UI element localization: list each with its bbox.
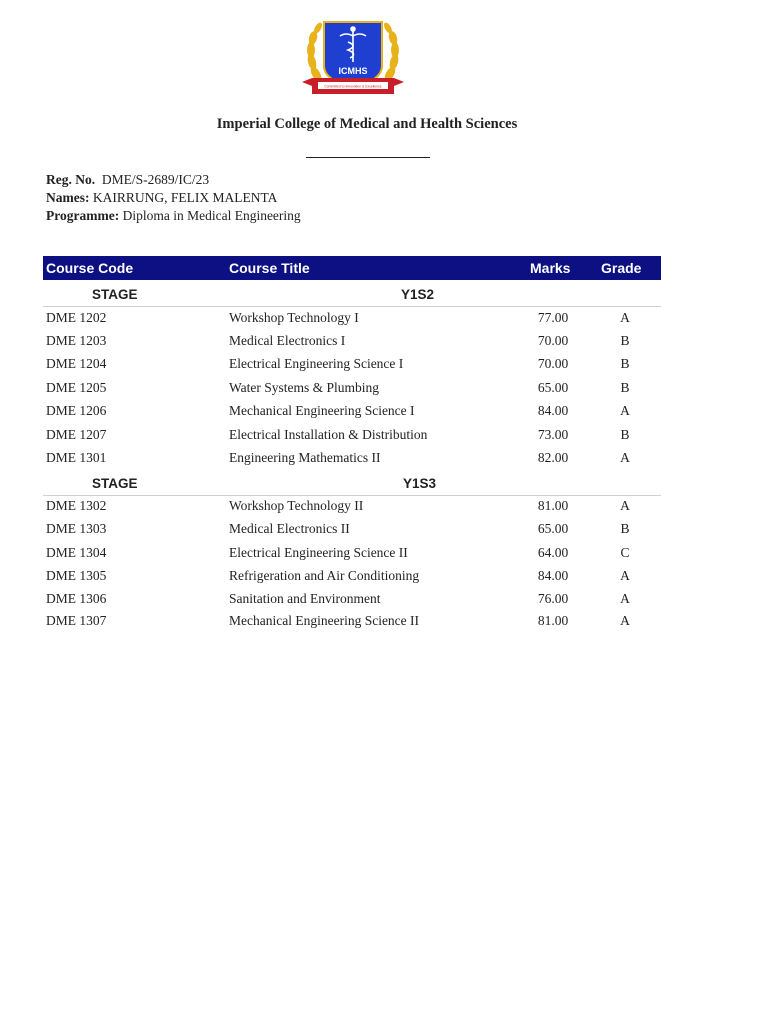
course-marks: 81.00 — [537, 613, 569, 628]
col-course-code: Course Code — [46, 260, 134, 276]
course-grade: A — [620, 613, 630, 628]
table-row — [43, 425, 661, 447]
course-marks: 82.00 — [537, 450, 569, 465]
course-title: Medical Electronics II — [229, 521, 350, 536]
course-code: DME 1204 — [46, 356, 107, 371]
table-row — [43, 331, 661, 353]
course-marks: 65.00 — [537, 521, 569, 536]
logo-motto: Committed to Innovation & Excellence — [324, 84, 382, 89]
programme-value: Diploma in Medical Engineering — [122, 208, 301, 223]
course-marks: 70.00 — [537, 356, 569, 371]
course-title: Mechanical Engineering Science I — [229, 403, 415, 418]
course-marks: 65.00 — [537, 380, 569, 395]
course-marks: 81.00 — [537, 498, 569, 513]
course-grade: C — [620, 545, 630, 560]
course-grade: A — [620, 403, 630, 418]
table-row — [43, 496, 661, 518]
names-value: KAIRRUNG, FELIX MALENTA — [92, 190, 278, 205]
course-title: Medical Electronics I — [229, 333, 346, 348]
course-title: Mechanical Engineering Science II — [229, 613, 420, 628]
table-header — [43, 256, 661, 280]
course-title: Sanitation and Environment — [229, 591, 381, 606]
course-title: Workshop Technology II — [229, 498, 364, 513]
course-grade: A — [620, 450, 630, 465]
course-marks: 64.00 — [537, 545, 569, 560]
course-code: DME 1203 — [46, 333, 107, 348]
table-row — [43, 543, 661, 565]
course-grade: B — [620, 380, 630, 395]
table-row — [43, 519, 661, 541]
stage-row — [43, 473, 661, 496]
programme-line — [46, 207, 301, 225]
course-grade: B — [620, 521, 630, 536]
logo-text: ICMHS — [338, 66, 368, 76]
course-marks: 84.00 — [537, 568, 569, 583]
title-underline — [306, 157, 430, 158]
course-marks: 73.00 — [537, 427, 569, 442]
course-code: DME 1305 — [46, 568, 107, 583]
laurel-right-icon — [382, 21, 400, 83]
course-grade: A — [620, 310, 630, 325]
table-row — [43, 448, 661, 470]
course-title: Refrigeration and Air Conditioning — [229, 568, 420, 583]
course-marks: 77.00 — [537, 310, 569, 325]
names-label: Names: — [46, 190, 90, 205]
stage-name: Y1S3 — [403, 476, 437, 491]
college-logo — [298, 16, 408, 100]
course-grade: B — [620, 333, 630, 348]
reg-no-line — [46, 171, 209, 189]
table-row — [43, 401, 661, 423]
course-grade: B — [620, 356, 630, 371]
table-row — [43, 378, 661, 400]
course-title: Electrical Engineering Science II — [229, 545, 408, 560]
stage-label: STAGE — [92, 287, 138, 302]
col-course-title: Course Title — [229, 260, 310, 276]
table-row — [43, 566, 661, 588]
table-row — [43, 308, 661, 330]
course-grade: A — [620, 568, 630, 583]
course-code: DME 1307 — [46, 613, 107, 628]
course-marks: 84.00 — [537, 403, 569, 418]
course-code: DME 1301 — [46, 450, 107, 465]
laurel-left-icon — [306, 21, 324, 83]
course-code: DME 1306 — [46, 591, 107, 606]
stage-label: STAGE — [92, 476, 138, 491]
course-title: Engineering Mathematics II — [229, 450, 381, 465]
course-title: Electrical Engineering Science I — [229, 356, 404, 371]
col-marks: Marks — [530, 260, 571, 276]
table-row — [43, 354, 661, 376]
course-code: DME 1207 — [46, 427, 107, 442]
course-code: DME 1304 — [46, 545, 107, 560]
course-code: DME 1205 — [46, 380, 107, 395]
course-grade: B — [620, 427, 630, 442]
table-row — [43, 589, 661, 611]
college-name: Imperial College of Medical and Health Sciences — [216, 116, 518, 132]
table-row — [43, 611, 661, 633]
course-title: Water Systems & Plumbing — [229, 380, 380, 395]
course-marks: 76.00 — [537, 591, 569, 606]
course-grade: A — [620, 591, 630, 606]
reg-no-label: Reg. No. — [46, 172, 96, 187]
stage-row — [43, 284, 661, 307]
course-title: Workshop Technology I — [229, 310, 359, 325]
stage-name: Y1S2 — [401, 287, 435, 302]
reg-no-value: DME/S-2689/IC/23 — [101, 172, 210, 187]
programme-label: Programme: — [46, 208, 120, 223]
course-code: DME 1202 — [46, 310, 107, 325]
col-grade: Grade — [601, 260, 642, 276]
course-title: Electrical Installation & Distribution — [229, 427, 428, 442]
course-code: DME 1206 — [46, 403, 107, 418]
names-line — [46, 189, 277, 207]
course-code: DME 1302 — [46, 498, 107, 513]
course-grade: A — [620, 498, 630, 513]
course-code: DME 1303 — [46, 521, 107, 536]
course-marks: 70.00 — [537, 333, 569, 348]
